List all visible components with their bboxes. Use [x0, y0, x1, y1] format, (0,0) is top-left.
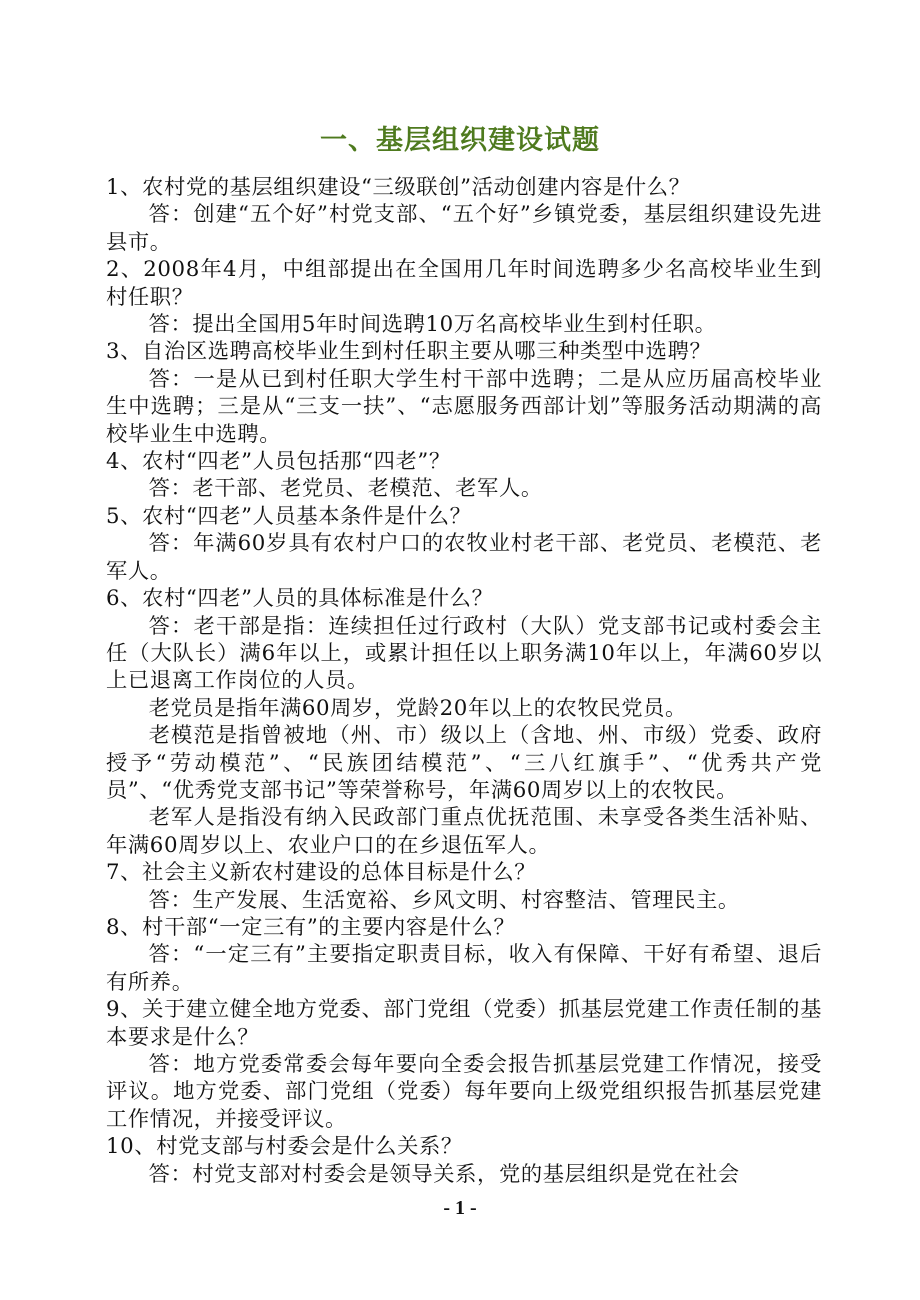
answer-1: 答：创建“五个好”村党支部、“五个好”乡镇党委，基层组织建设先进县市。: [106, 202, 822, 255]
question-5: 5、农村“四老”人员基本条件是什么？: [106, 503, 472, 529]
answer-8: 答：“一定三有”主要指定职责目标，收入有保障、干好有希望、退后有所养。: [106, 942, 822, 995]
answer-7: 答：生产发展、生活宽裕、乡风文明、村容整洁、管理民主。: [148, 887, 740, 913]
question-4: 4、农村“四老”人员包括那“四老”？: [106, 449, 451, 475]
answer-10: 答：村党支部对村委会是领导关系，党的基层组织是党在社会: [148, 1161, 740, 1187]
answer-2: 答：提出全国用5年时间选聘10万名高校毕业生到村任职。: [148, 312, 717, 338]
question-9: 9、关于建立健全地方党委、部门党组（党委）抓基层党建工作责任制的基本要求是什么？: [106, 997, 822, 1050]
question-1: 1、农村党的基层组织建设“三级联创”活动创建内容是什么？: [106, 175, 691, 200]
question-8: 8、村干部“一定三有”的主要内容是什么？: [106, 914, 516, 940]
page-number: - 1 -: [443, 1197, 477, 1219]
question-3: 3、自治区选聘高校毕业生到村任职主要从哪三种类型中选聘？: [106, 339, 712, 365]
question-7: 7、社会主义新农村建设的总体目标是什么？: [106, 860, 537, 886]
answer-3: 答：一是从已到村任职大学生村干部中选聘；二是从应历届高校毕业生中选聘；三是从“三支一扶”、“志愿服务西部计划”等服务活动期满的高校毕业生中选聘。: [106, 366, 822, 447]
question-6: 6、农村“四老”人员的具体标准是什么？: [106, 586, 494, 612]
answer-5: 答：年满60岁具有农村户口的农牧业村老干部、老党员、老模范、老军人。: [106, 531, 822, 584]
answer-6-old-party-member: 老党员是指年满60周岁，党龄20年以上的农牧民党员。: [148, 695, 687, 721]
page-title: 一、基层组织建设试题: [320, 125, 600, 156]
answer-6-old-cadre: 答：老干部是指：连续担任过行政村（大队）党支部书记或村委会主任（大队长）满6年以上，或累计担任以上职务满10年以上，年满60岁以上已退离工作岗位的人员。: [106, 613, 822, 694]
question-2: 2、2008年4月，中组部提出在全国用几年时间选聘多少名高校毕业生到村任职？: [106, 257, 822, 310]
answer-6-old-soldier: 老军人是指没有纳入民政部门重点优抚范围、未享受各类生活补贴、年满60周岁以上、农业户口的在乡退伍军人。: [106, 805, 822, 858]
answer-4: 答：老干部、老党员、老模范、老军人。: [148, 476, 543, 502]
answer-6-old-model: 老模范是指曾被地（州、市）级以上（含地、州、市级）党委、政府授予“劳动模范”、“民族团结模范”、“三八红旗手”、“优秀共产党员”、“优秀党支部书记”等荣誉称号，年满60周岁以上的农牧民。: [106, 723, 822, 803]
document-body: [106, 174, 822, 1188]
answer-9: 答：地方党委常委会每年要向全委会报告抓基层党建工作情况，接受评议。地方党委、部门党组（党委）每年要向上级党组织报告抓基层党建工作情况，并接受评议。: [106, 1052, 822, 1132]
question-10: 10、村党支部与村委会是什么关系？: [106, 1134, 463, 1160]
